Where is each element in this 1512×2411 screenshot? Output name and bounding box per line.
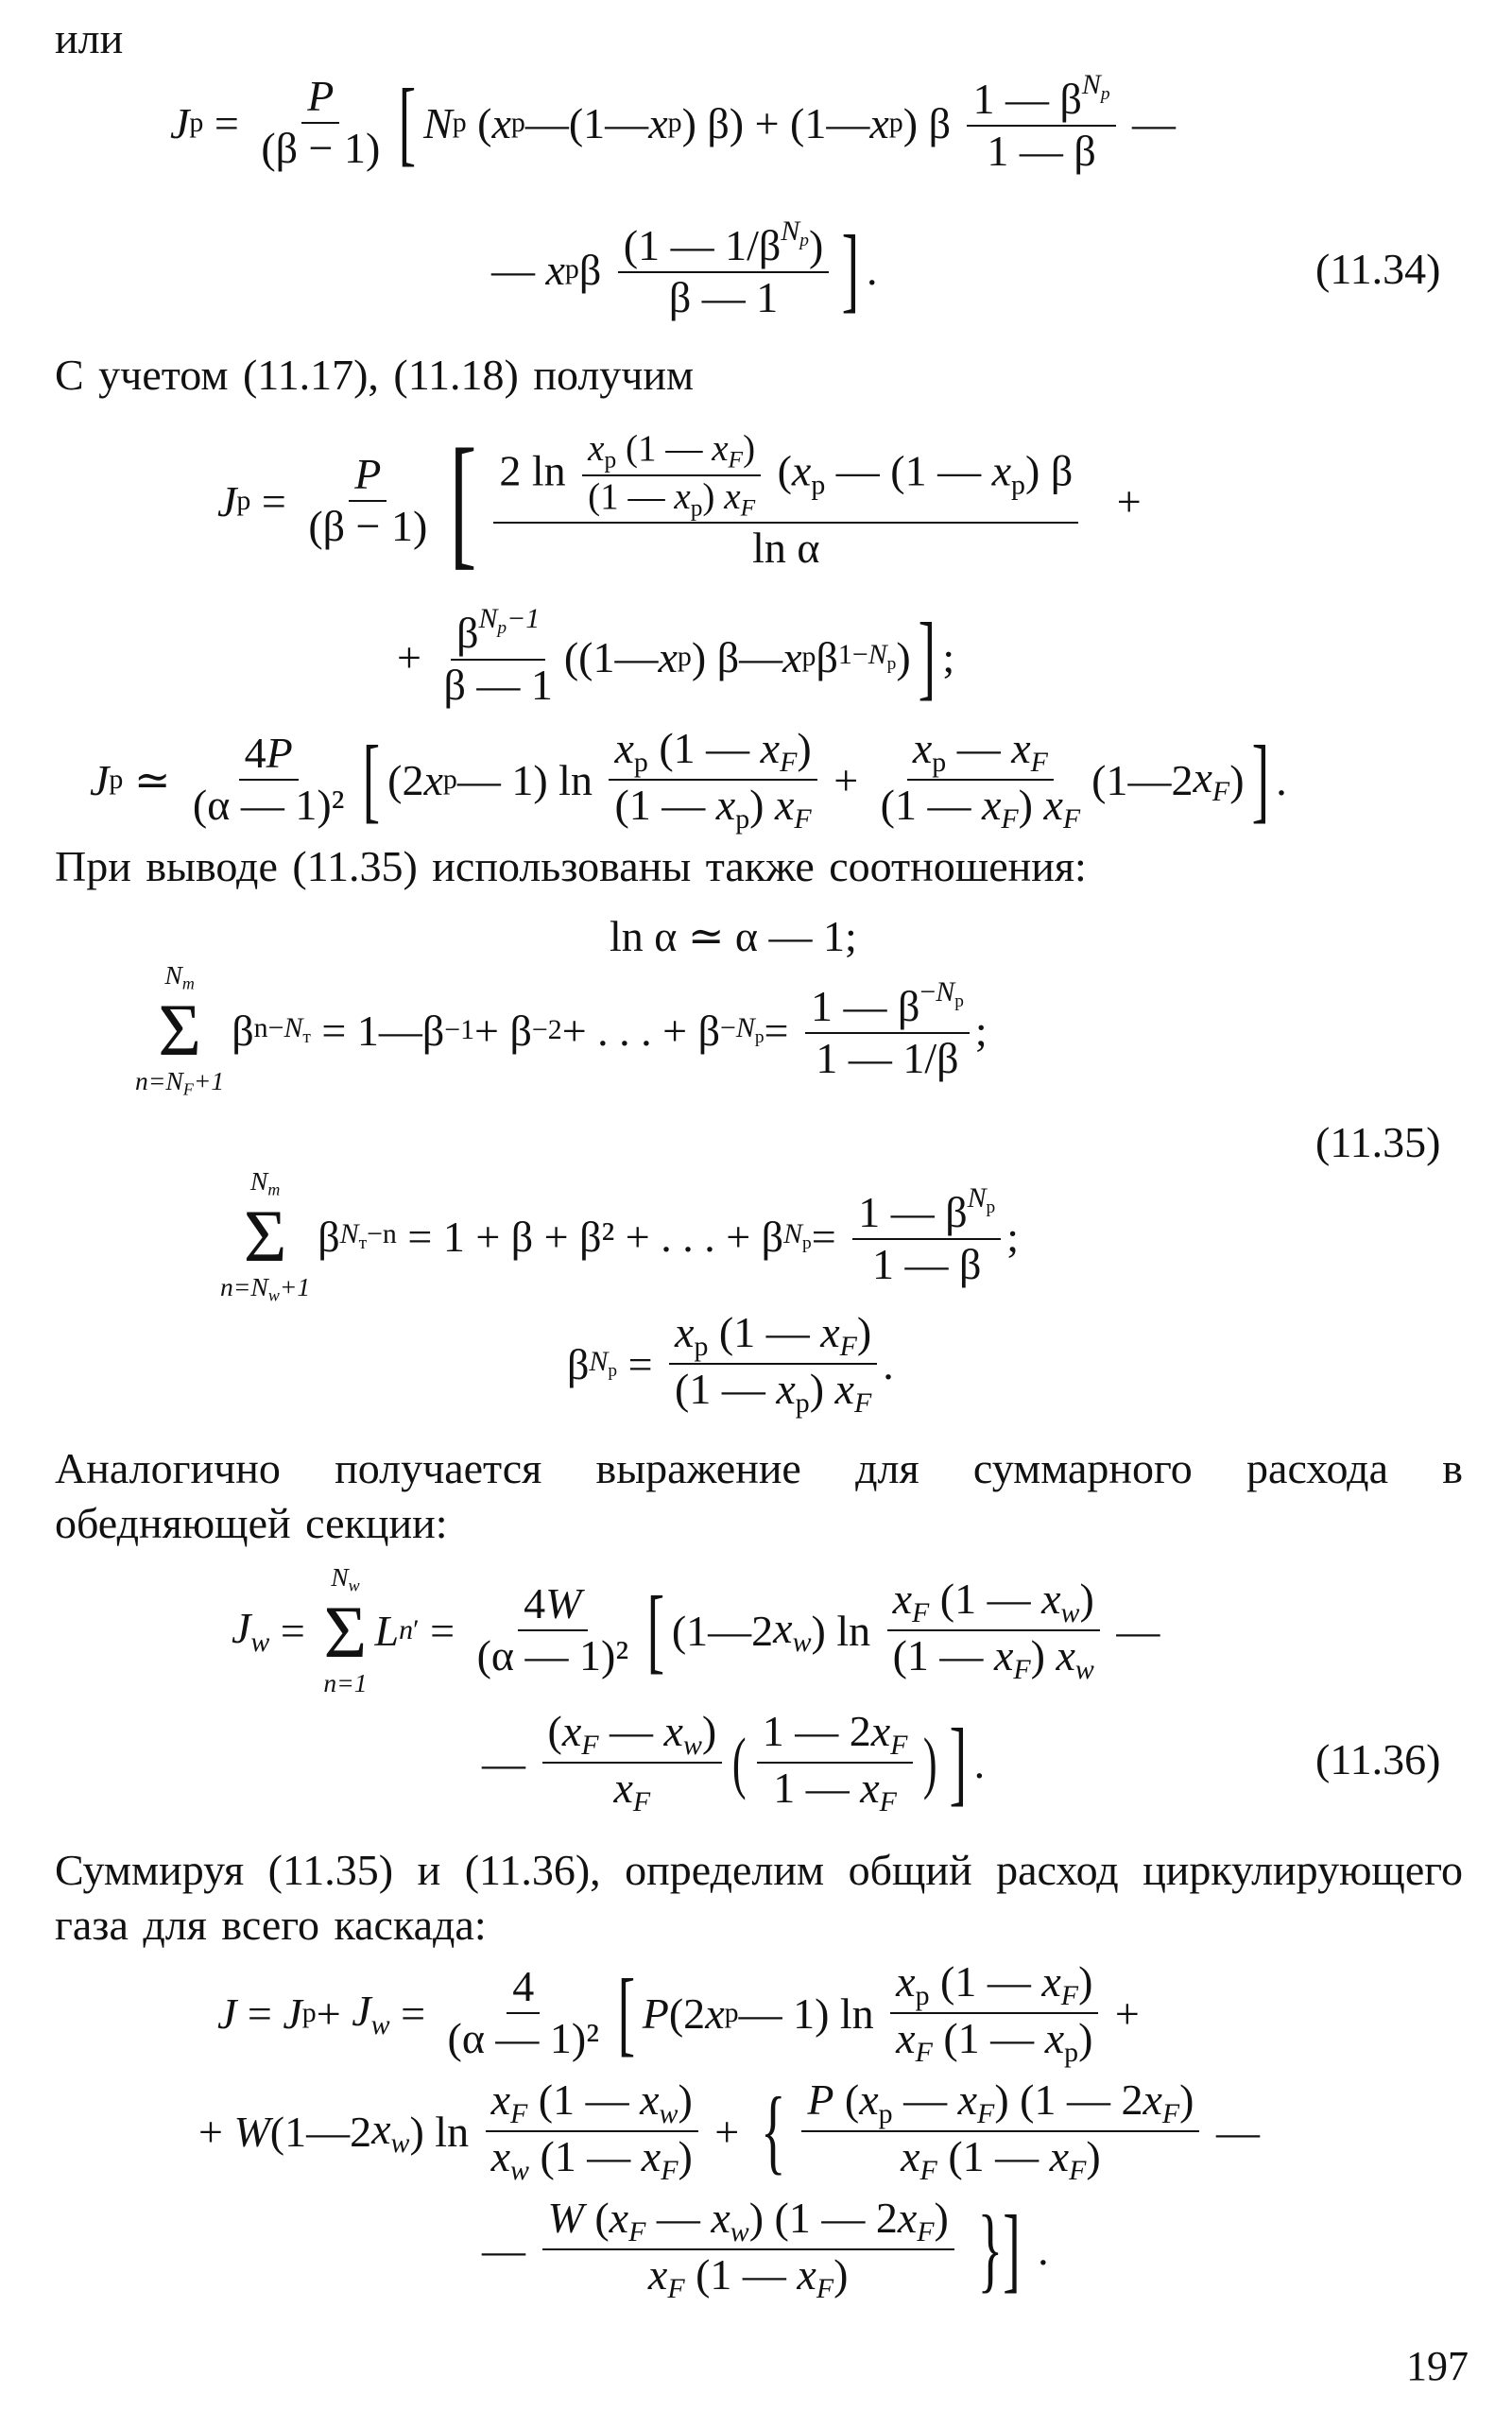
relation-ln-alpha: ln α ≃ α — 1; bbox=[610, 912, 857, 960]
equation-number-11-36: (11.36) bbox=[1315, 1735, 1441, 1783]
equation-11-34-line2: — x р β $\frac{(1 — 1/\beta^{N_р})}{\beta — 1}$ ] . bbox=[491, 215, 878, 322]
equation-total-line3: — $\frac{W (x_F — x_w) (1 — 2x_F)}{x_F (1 — x_F)}$ }] . bbox=[482, 2193, 1049, 2304]
equation-total-line1: J = J р + $J_w$ = $\frac{4}{\text{(α — 1)²}}$ [ P (2 x р — 1) ln $\frac{x_р (1 — x_F)}{x_F (1 — x_р)}$ + bbox=[217, 1956, 1140, 2068]
equation-total-line2: + W (1—2 $x_w$ ) ln $\frac{x_F (1 — x_w)}{x_w (1 — x_F)}$ + { $\frac{P (x_р — x_F) (1 — 2x_F)}{x_F (1 — x_F)}$ — bbox=[198, 2075, 1260, 2186]
text-ili: или bbox=[55, 14, 124, 62]
equation-number-11-35: (11.35) bbox=[1315, 1118, 1441, 1166]
text-analogichno: Аналогично получается выражение для суммарного расхода в обедняющей секции: bbox=[55, 1444, 1463, 1547]
relation-sum-1: $N_т$ Σ $n=N_F+1$ β $n-N_т$ = 1—β −1 + β −2 + . . . + β $-N_р$ = $\frac{1 — \beta^{-N_р}}{1 — 1/\beta}$ ; bbox=[135, 959, 988, 1099]
relation-beta-np: β $N_р$ = $\frac{x_р (1 — x_F)}{(1 — x_р) x_F}$ . bbox=[567, 1307, 894, 1419]
text-s-uchetom: С учетом (11.17), (11.18) получим bbox=[55, 351, 695, 399]
page-number: 197 bbox=[1406, 2343, 1469, 2389]
relation-sum-2: $N_т$ Σ $n=N_w+1$ β $N_т-n$ = 1 + β + β² + . . . + β $N_р$ = $\frac{1 — \beta^{N_р}}{1 — \beta}$ ; bbox=[220, 1165, 1020, 1305]
equation-jp-approx: J р ≃ $\frac{4P}{\text{(α — 1)²}}$ [ (2 x р — 1) ln $\frac{x_р (1 — x_F)}{(1 — x_р) x_F}$ + $\frac{x_р — x_F}{(1 — x_F) x_F}$ (1—2 $x_F$ ) ] . bbox=[90, 723, 1287, 835]
equation-jp-line2: + $\frac{\beta^{N_р-1}}{\beta — 1}$ ((1— x р ) β— x р β $1-N_р$ ) ] ; bbox=[397, 603, 955, 710]
equation-11-36-line1: $J_w$ = $N_w$ Σ n=1 L n ′ = $\frac{4W}{\text{(α — 1)²}}$ [ (1—2 $x_w$ ) ln $\frac{x_F (1 — x_w)}{(1 — x_F) x_w}$ — bbox=[232, 1561, 1160, 1697]
equation-11-34-line1: J р = $\frac{P}{(\beta - 1)}$ [ N р ( x р —(1— x р ) β) + (1— x р ) β $\frac{1 — \beta^{N_р}}{1 — \beta}$ — bbox=[170, 69, 1177, 176]
equation-jp-line1: J р = $\frac{P}{(\beta - 1)}$ [ 2 ln $\frac{x_р (1 — x_F)}{(1 — x_р) x_F}$ ($x_р$ — (1 — $x_р$) β ln α + bbox=[217, 418, 1142, 582]
text-pri-vyvode: При выводе (11.35) использованы также соотношения: bbox=[55, 842, 1087, 890]
text-summiruya: Суммируя (11.35) и (11.36), определим общий расход циркулирующего газа для всего каскада: bbox=[55, 1846, 1463, 1949]
equation-11-36-line2: — $\frac{(x_F — x_w)}{x_F}$ ( $\frac{1 — 2x_F}{1 — x_F}$ ) ] . bbox=[482, 1706, 986, 1817]
equation-number-11-34: (11.34) bbox=[1315, 245, 1441, 293]
